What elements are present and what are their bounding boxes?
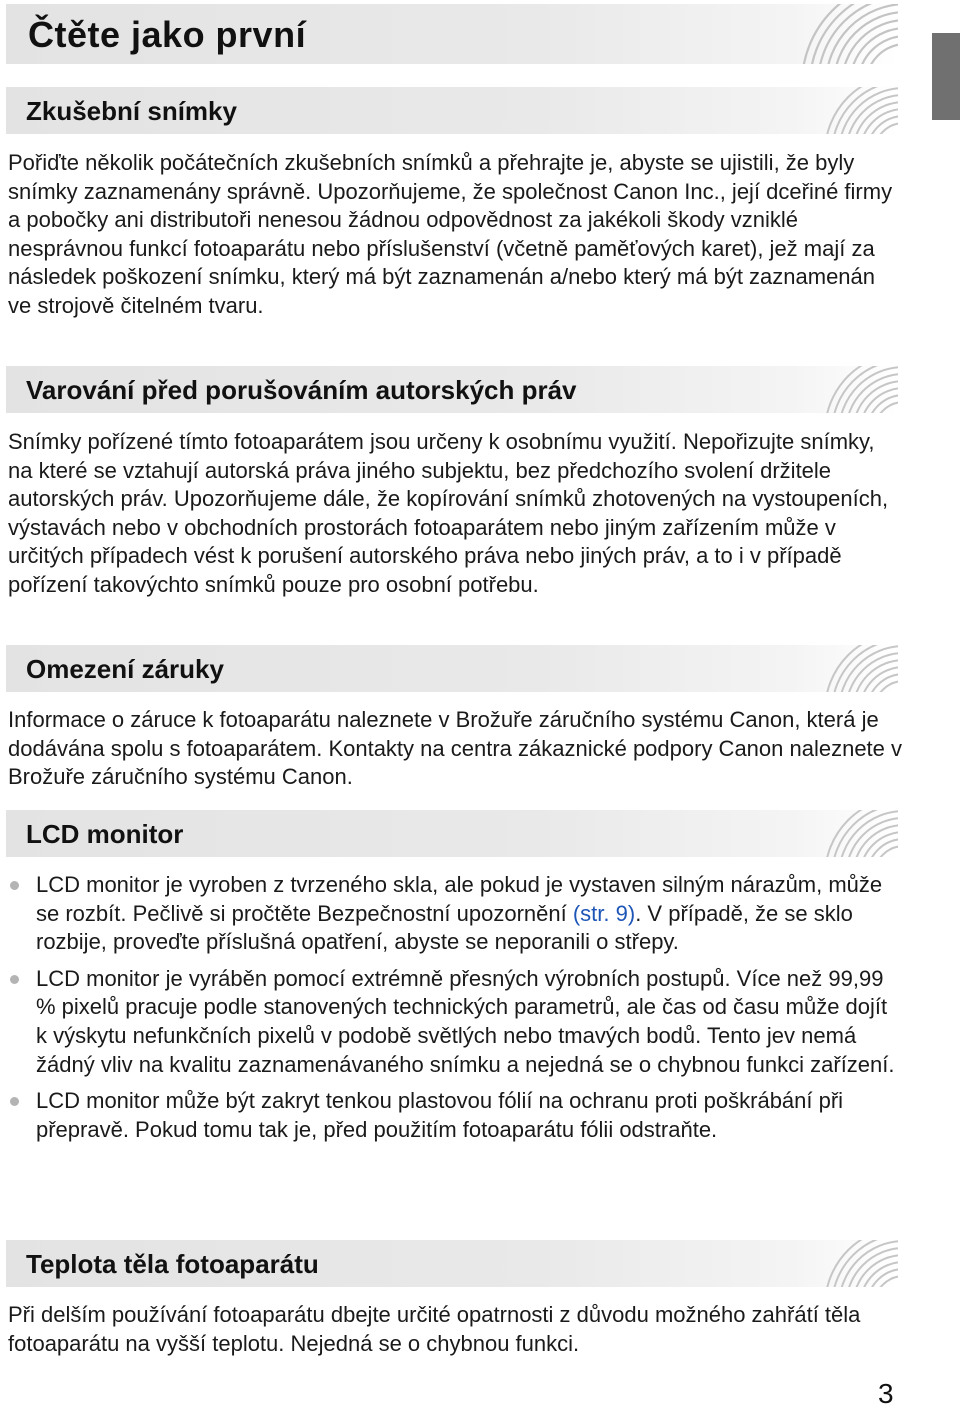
bullet-dot-icon: [10, 1097, 19, 1106]
section-heading-test-shots: Zkušební snímky: [26, 96, 237, 126]
lcd-bullet-list: [8, 871, 903, 1152]
lcd-bullet-3-text: LCD monitor může být zakryt tenkou plastovou fólií na ochranu proti poškrábání při přepravě. Pokud tomu tak je, před použitím fotoaparátu fólii odstraňte.: [36, 1088, 844, 1142]
decorative-arcs-icon: [778, 87, 898, 134]
decorative-arcs-icon: [778, 366, 898, 413]
paragraph-copyright: Snímky pořízené tímto fotoaparátem jsou určeny k osobnímu využití. Nepořizujte snímky, na které se vztahují autorská práva jiného subjektu, bez předchozího svolení držitele autorských práv. Upozorňujeme dále, že kopírování snímků zhotovených na vystoupeních, výstavách nebo v obchodních prostorách fotoaparátem nebo jiným zařízením může v určitých případech vést k porušení autorského práva nebo jiných práv, a to i v případě pořízení takovýchto snímků pouze pro osobní potřebu.: [8, 429, 889, 597]
section-heading-lcd: LCD monitor: [26, 819, 184, 849]
section-header-test-shots: [6, 87, 898, 134]
lcd-bullet-1-text-end: . V případě, že se sklo rozbije, proveďte příslušná opatření, abyste se neporanili o střepy.: [36, 900, 853, 955]
paragraph-test-shots: Pořiďte několik počátečních zkušebních snímků a přehrajte je, abyste se ujistili, že byly snímky zaznamenány správně. Upozorňujeme, že společnost Canon Inc., její dceřiné firmy a pobočky ani distributoři nenesou žádnou odpovědnost za jakékoli škody vzniklé nesprávnou funkcí fotoaparátu nebo příslušenství (včetně paměťových karet), jež mají za následek poškození snímku, který má být zaznamenán a/nebo který má být zaznamenán ve strojově čitelném tvaru.: [8, 150, 893, 318]
section-header-copyright: [6, 366, 898, 413]
page-title: Čtěte jako první: [28, 14, 307, 55]
section-header-warranty: [6, 645, 898, 692]
paragraph-warranty: Informace o záruce k fotoaparátu naleznete v Brožuře záručního systému Canon, která je dodávána spolu s fotoaparátem. Kontakty na centra zákaznické podpory Canon naleznete v Brožuře záručního systému Canon.: [8, 707, 903, 790]
section-heading-temperature: Teplota těla fotoaparátu: [26, 1249, 319, 1279]
lcd-bullet-1-text: LCD monitor je vyroben z tvrzeného skla, ale pokud je vystaven silným nárazům, může se rozbít. Pečlivě si pročtěte Bezpečnostní upozornění: [36, 872, 883, 926]
section-header-temperature: [6, 1240, 898, 1287]
page-title-bar: [6, 4, 898, 64]
lcd-bullet-2-text: LCD monitor je vyráběn pomocí extrémně přesných výrobních postupů. Více než 99,99 % pixelů pracuje podle stanovených technických parametrů, ale čas od času může dojít k výskytu nefunkčních pixelů v podobě světlých nebo tmavých bodů. Tento jev nemá žádný vliv na kvalitu zaznamenávaného snímku a nejedná se o chybnou funkci zařízení.: [36, 965, 895, 1077]
bullet-dot-icon: [10, 881, 19, 890]
section-heading-warranty: Omezení záruky: [26, 654, 224, 684]
page-reference-link[interactable]: (str. 9): [572, 900, 636, 926]
list-item: [8, 965, 903, 1079]
page-number: 3: [878, 1378, 894, 1409]
list-item: [8, 871, 903, 957]
decorative-arcs-icon: [778, 1240, 898, 1287]
decorative-arcs-icon: [778, 810, 898, 857]
chapter-tab-marker: [932, 33, 960, 120]
bullet-dot-icon: [10, 975, 19, 984]
section-header-lcd: [6, 810, 898, 857]
decorative-arcs-icon: [748, 4, 898, 64]
paragraph-temperature: Při delším používání fotoaparátu dbejte určité opatrnosti z důvodu možného zahřátí těla fotoaparátu na vyšší teplotu. Nejedná se o chybnou funkci.: [8, 1302, 861, 1356]
list-item: [8, 1087, 903, 1144]
decorative-arcs-icon: [778, 645, 898, 692]
section-heading-copyright: Varování před porušováním autorských práv: [26, 375, 577, 405]
